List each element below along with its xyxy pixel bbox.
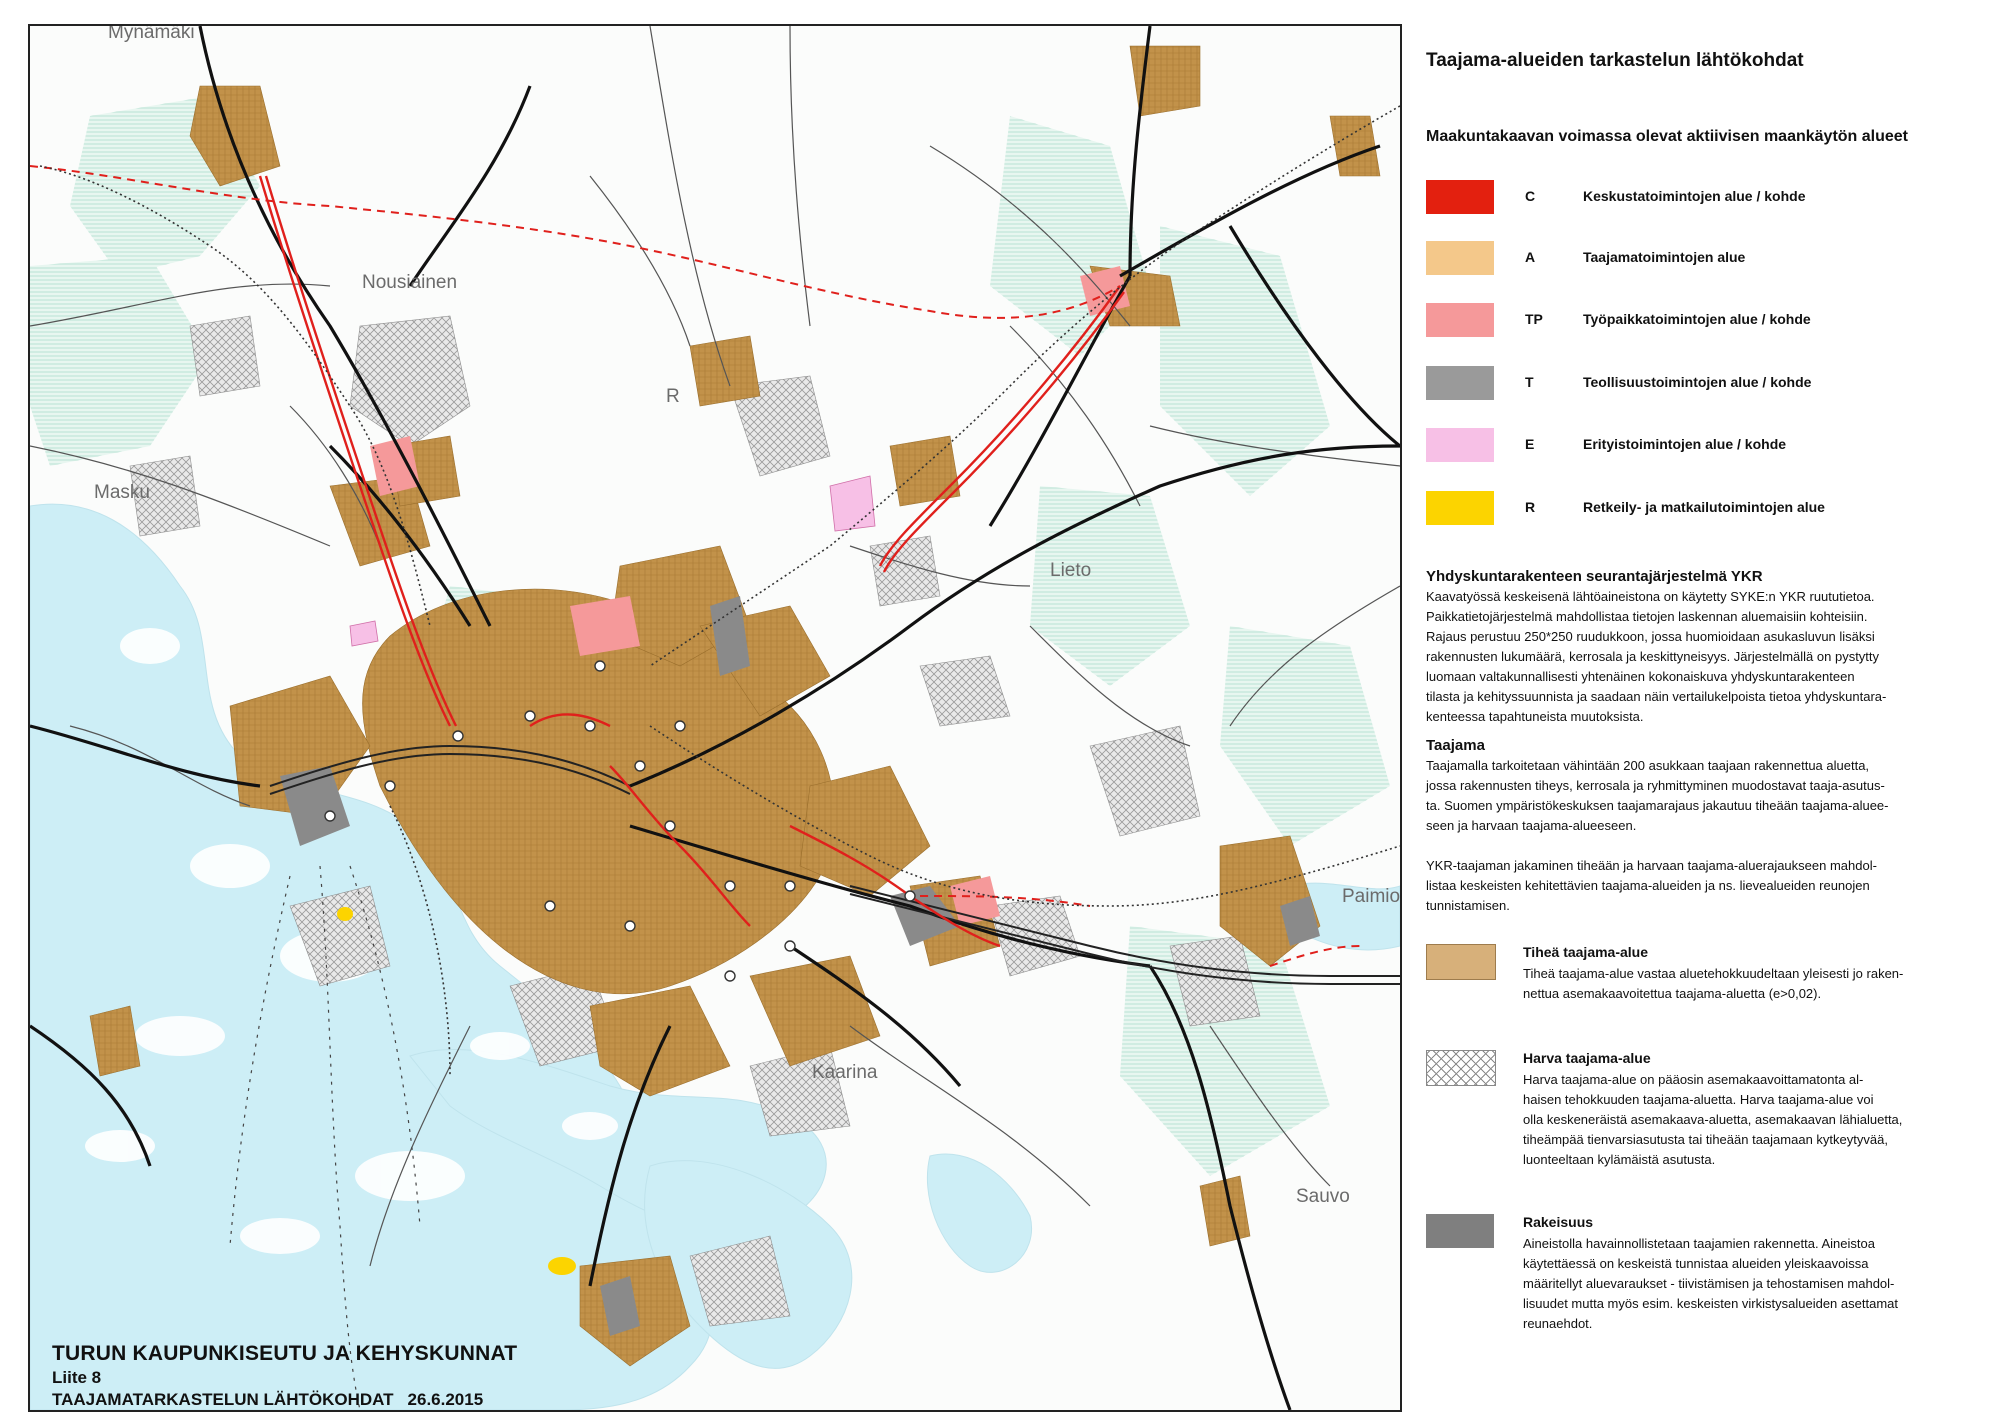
- legend-label: Työpaikkatoimintojen alue / kohde: [1583, 311, 1811, 327]
- legend-label: Retkeily- ja matkailutoimintojen alue: [1583, 499, 1825, 515]
- legend-code: C: [1525, 188, 1536, 204]
- place-label-lieto: Lieto: [1050, 560, 1092, 581]
- category-text: Harva taajama-alue on pääosin asemakaavoittamatonta al- haisen tehokkuuden taajama-aluetta. Harva taajama-alue voi olla keskeneräistä asemakaava-aluetta, asemakaavan lähialuetta, tiheämpää tienvarsiasutusta tai tiheään taajamaan kytkeytyvää, luonteeltaan kylämäistä asutusta.: [1523, 1072, 1903, 1167]
- place-label-masku: Masku: [94, 482, 150, 503]
- taajama-text: Taajamalla tarkoitetaan vähintään 200 asukkaan taajaan rakennettua aluetta, jossa rakennusten tiheys, kerrosala ja ryhmittyminen muodostavat taaja-asutus- ta. Suomen ympäristökeskuksen taajamarajaus jakautuu tiheään taajama-aluee- seen ja harvaan taajama-alueeseen.: [1426, 758, 1889, 833]
- category-heading: Harva taajama-alue: [1523, 1050, 1651, 1066]
- legend-item-a: [1426, 241, 1986, 275]
- legend-item-t: [1426, 366, 1986, 400]
- legend-item-tp: [1426, 303, 1986, 337]
- legend-title: Taajama-alueiden tarkastelun lähtökohdat: [1426, 50, 1804, 71]
- map-date: 26.6.2015: [407, 1390, 484, 1409]
- legend-code: T: [1525, 374, 1534, 390]
- place-label-mynamaki: Mynämäki: [108, 24, 195, 43]
- legend-item-r: [1426, 491, 1986, 525]
- taajama-split-text: YKR-taajaman jakaminen tiheään ja harvaan taajama-aluerajaukseen mahdol- listaa keskeisten kehitettävien taajama-alueiden ja ns. lievealueiden reunojen tunnistamisen.: [1426, 858, 1877, 913]
- legend-code: A: [1525, 249, 1536, 265]
- legend-swatch-t: [1426, 366, 1494, 400]
- map-title: TURUN KAUPUNKISEUTU JA KEHYSKUNNAT: [52, 1342, 518, 1365]
- legend-code: TP: [1525, 311, 1543, 327]
- legend-swatch-e: [1426, 428, 1494, 462]
- category-heading: Rakeisuus: [1523, 1214, 1594, 1230]
- legend-item-c: [1426, 180, 1986, 214]
- map-panel[interactable]: [28, 24, 1402, 1412]
- category-text: Tiheä taajama-alue vastaa aluetehokkuudeltaan yleisesti jo raken- nettua asemakaavoitettua taajama-aluetta (e>0,02).: [1523, 966, 1904, 1001]
- legend-item-e: [1426, 428, 1986, 462]
- ykr-section: [1426, 568, 1986, 916]
- legend-code: E: [1525, 436, 1535, 452]
- legend-label: Teollisuustoimintojen alue / kohde: [1583, 374, 1812, 390]
- legend-swatch-a: [1426, 241, 1494, 275]
- swatch-sparse-urban: [1426, 1050, 1496, 1086]
- place-label-kaarina: Kaarina: [812, 1062, 878, 1083]
- legend-code: R: [1525, 499, 1536, 515]
- ykr-heading: Yhdyskuntarakenteen seurantajärjestelmä YKR: [1426, 568, 1763, 585]
- legend-swatch-r: [1426, 491, 1494, 525]
- place-label-rusko: R: [666, 386, 680, 407]
- ykr-text: Kaavatyössä keskeisenä lähtöaineistona on käytetty SYKE:n YKR ruututietoa. Paikkatietojärjestelmä mahdollistaa tietojen laskennan aluemaisiin kohteisiin. Rajaus perustuu 250*250 ruudukkoon, jossa huomioidaan asukasluvun lisäksi rakennusten lukumäärä, kerrosala ja keskittyneisyys. Järjestelmällä on pystytty luomaan valtakunnallisesti yhtenäinen kokonaiskuva yhdyskuntarakenteen tilasta ja kehityssuunnista ja saadaan näin vertailukelpoista tietoa yhdyskuntara- kenteessa tapahtuneista muutoksista.: [1426, 589, 1887, 724]
- legend-label: Erityistoimintojen alue / kohde: [1583, 436, 1787, 452]
- place-label-paimio: Paimio: [1342, 886, 1401, 907]
- map-subtitle-line: [52, 1390, 517, 1410]
- legend-subtitle: Maakuntakaavan voimassa olevat aktiivisen maankäytön alueet: [1426, 128, 1909, 145]
- category-heading: Tiheä taajama-alue: [1523, 944, 1649, 960]
- map-canvas[interactable]: [30, 26, 1400, 1410]
- place-label-nousiainen: Nousiainen: [362, 272, 458, 293]
- swatch-grain: [1426, 1214, 1494, 1248]
- swatch-dense-urban: [1426, 944, 1496, 980]
- legend-label: Taajamatoimintojen alue: [1583, 249, 1746, 265]
- map-subtitle: TAAJAMATARKASTELUN LÄHTÖKOHDAT: [52, 1390, 394, 1409]
- taajama-heading: Taajama: [1426, 737, 1485, 754]
- place-label-sauvo: Sauvo: [1296, 1186, 1350, 1207]
- legend-label: Keskustatoimintojen alue / kohde: [1583, 188, 1806, 204]
- map-title-block: [52, 1342, 517, 1410]
- legend-swatch-tp: [1426, 303, 1494, 337]
- category-text: Aineistolla havainnollistetaan taajamien rakennetta. Aineistoa käytettäessä on keskeistä tunnistaa alueiden yleiskaavoissa määritellyt aluevaraukset - tiivistämisen ja tehostamisen mahdol- lisuudet mutta myös esim. keskeisten virkistysalueiden asettamat reunaehdot.: [1523, 1236, 1898, 1331]
- legend-swatch-c: [1426, 180, 1494, 214]
- map-appendix-label: Liite 8: [52, 1368, 102, 1387]
